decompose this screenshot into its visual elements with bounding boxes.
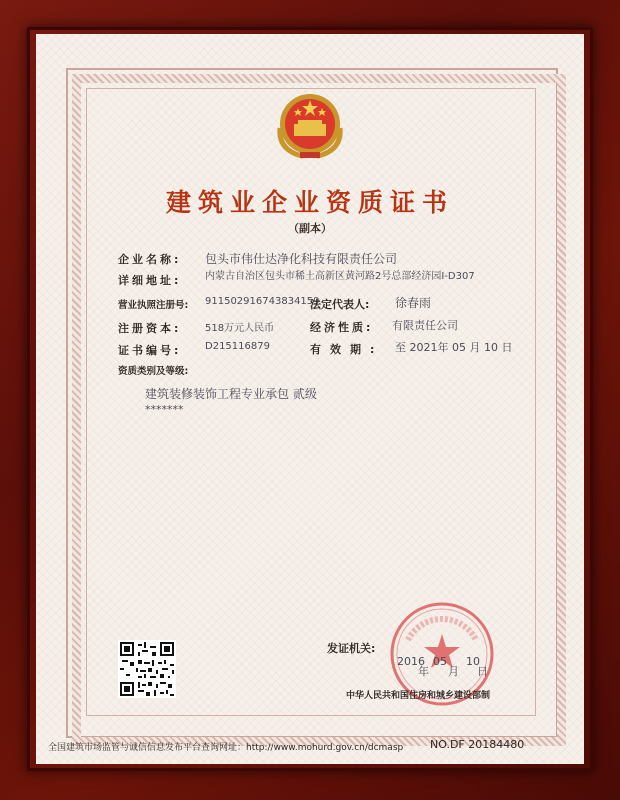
capital-label: 注册资本: — [118, 322, 182, 335]
qualification-label: 资质类别及等级: — [118, 366, 189, 377]
validity-value: 至 2021年 05 月 10 日 — [395, 341, 513, 354]
issue-day: 10 — [466, 655, 480, 668]
company-name-value: 包头市伟仕达净化科技有限责任公司 — [205, 252, 398, 266]
issuer-label: 发证机关: — [327, 642, 376, 655]
issue-year: 2016 — [397, 655, 425, 668]
placeholder-stars: ******* — [145, 403, 184, 416]
issuing-ministry: 中华人民共和国住房和城乡建设部制 — [346, 691, 491, 701]
validity-label: 有效期: — [310, 343, 384, 356]
license-no-label: 营业执照注册号: — [118, 300, 189, 311]
company-name-label: 企业名称: — [118, 253, 182, 266]
address-label: 详细地址: — [118, 274, 182, 287]
qualification-value: 建筑装修装饰工程专业承包 贰级 — [145, 387, 317, 401]
cert-no-label: 证书编号: — [118, 344, 182, 357]
qr-code-icon — [118, 640, 176, 698]
serial-number: NO.DF 20184480 — [430, 738, 525, 751]
economic-nature-label: 经济性质: — [310, 321, 374, 334]
capital-value: 518万元人民币 — [205, 323, 275, 334]
query-url-text: 全国建筑市场监管与诚信信息发布平台查询网址：http://www.mohurd.gov.cn/dcmasp — [48, 743, 404, 753]
legal-rep-label: 法定代表人: — [310, 298, 370, 311]
certificate-subtitle: （副本） — [288, 222, 332, 235]
certificate-title: 建筑业企业资质证书 — [165, 188, 454, 217]
issue-day-unit: 日 — [477, 665, 488, 678]
license-no-value: 911502916743834159 — [205, 296, 320, 307]
economic-nature-value: 有限责任公司 — [392, 319, 458, 332]
issue-year-unit: 年 — [418, 665, 429, 678]
address-value: 内蒙古自治区包头市稀土高新区黄河路2号总部经济园I-D307 — [205, 271, 475, 282]
legal-rep-value: 徐春雨 — [395, 296, 432, 310]
national-emblem-icon — [272, 90, 348, 162]
issue-month-unit: 月 — [448, 665, 459, 678]
cert-no-value: D215116879 — [205, 341, 270, 352]
issue-month: 05 — [433, 655, 447, 668]
